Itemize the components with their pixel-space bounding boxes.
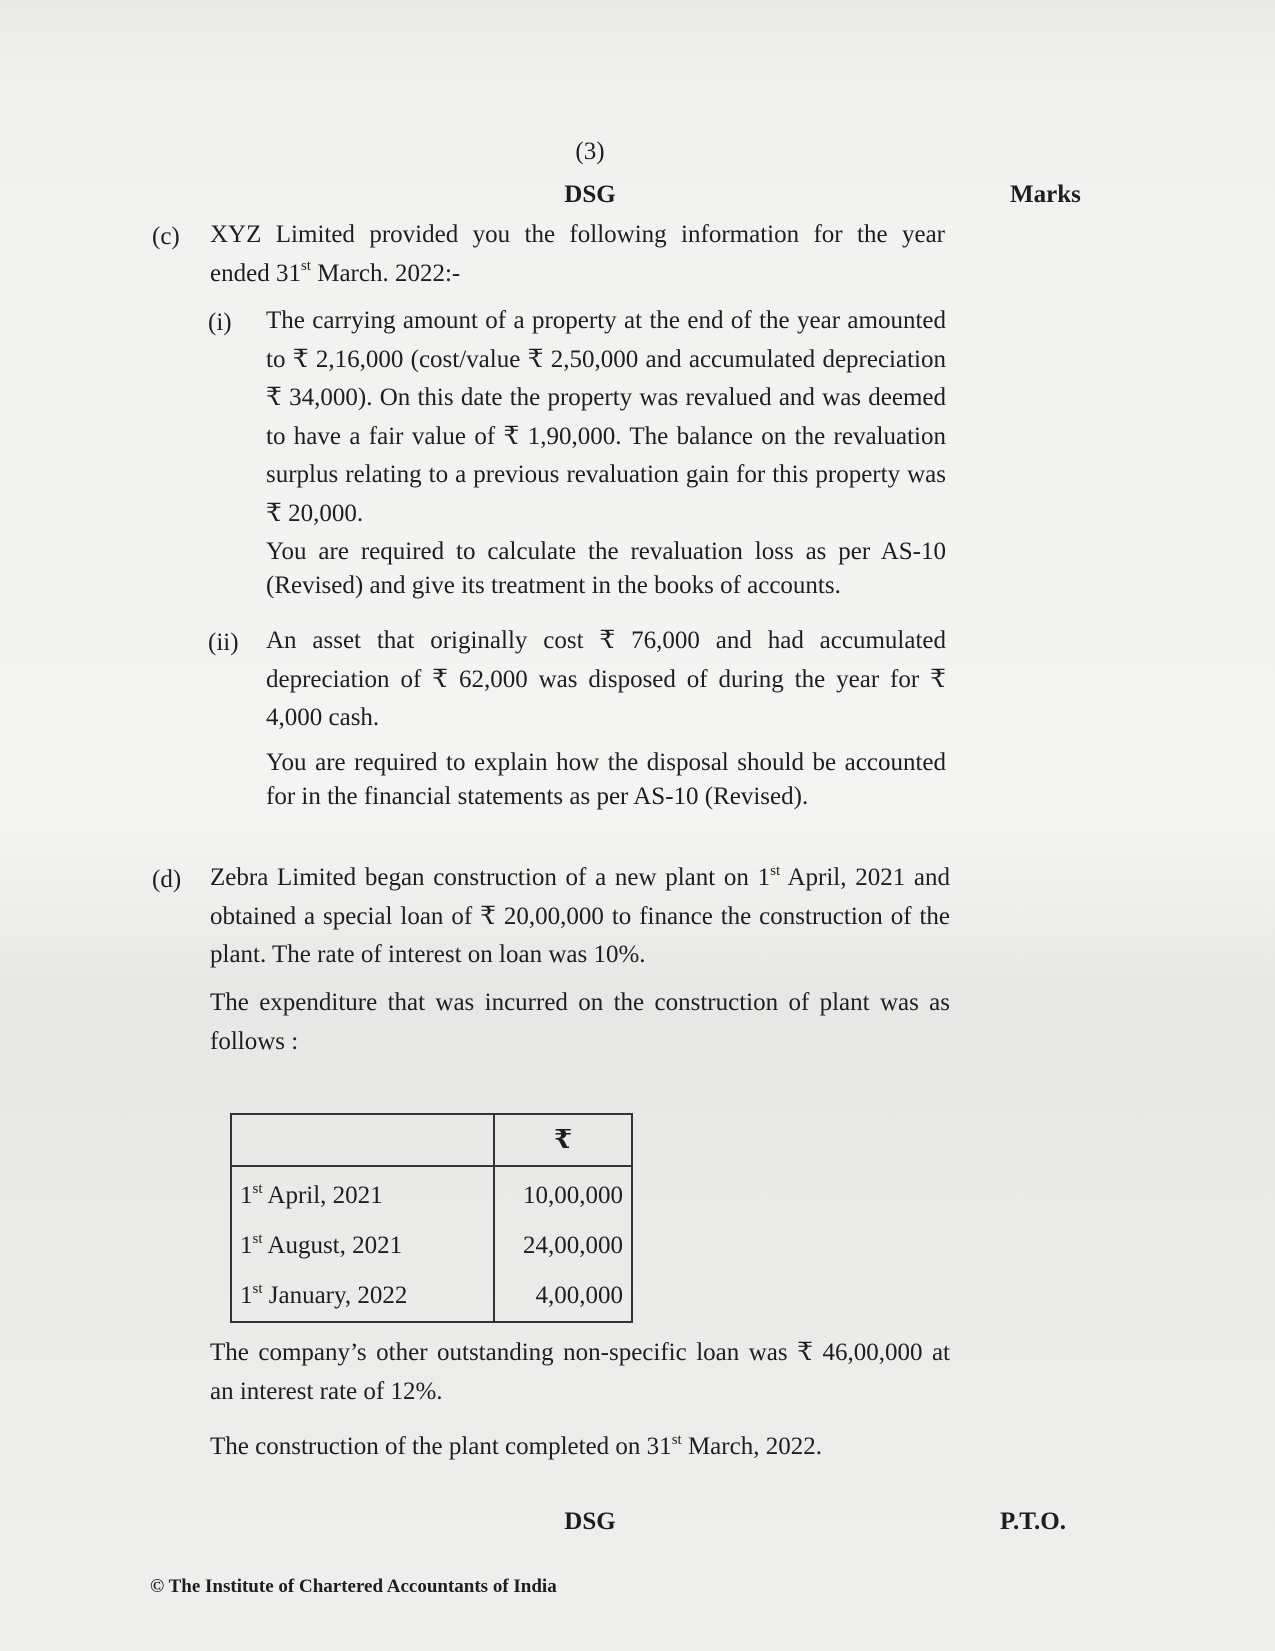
copyright-notice: © The Institute of Chartered Accountants of India xyxy=(150,1576,557,1597)
pto-label: P.T.O. xyxy=(1000,1508,1066,1535)
section-c-intro-line2: ended 31st March. 2022:- xyxy=(210,258,461,287)
section-c-label: (c) xyxy=(152,223,180,250)
amount-cell: 10,00,000 xyxy=(494,1166,632,1221)
date-header-cell xyxy=(231,1114,494,1166)
item-i-text: The carrying amount of a property at the end of the year amounted to ₹ 2,16,000 (cost/value ₹ 2,50,000 and accumulated depreciation ₹ 34,000). On this date the property was revalued and was deemed to have a fair value of ₹ 1,90,000. The balance on the revaluation surplus relating to a previous revaluation gain for this property was ₹ 20,000. xyxy=(266,307,946,527)
paper-code-header: DSG xyxy=(564,181,616,208)
amount-cell: 4,00,000 xyxy=(494,1271,632,1322)
table-row xyxy=(231,1221,632,1271)
table-header-row xyxy=(231,1114,632,1166)
item-i-requirement: You are required to calculate the revaluation loss as per AS-10 (Revised) and give its treatment in the books of accounts. xyxy=(266,538,946,599)
section-d-intro: Zebra Limited began construction of a new plant on 1st April, 2021 and obtained a special loan of ₹ 20,00,000 to finance the construction of the plant. The rate of interest on loan was 10%. xyxy=(210,862,950,968)
table-row xyxy=(231,1271,632,1322)
date-cell: 1st January, 2022 xyxy=(231,1271,494,1322)
completion-text: The construction of the plant completed on 31st March, 2022. xyxy=(210,1431,822,1460)
section-c-intro-line1: XYZ Limited provided you the following information for the year xyxy=(210,221,945,248)
item-ii-label: (ii) xyxy=(208,629,239,656)
date-cell: 1st April, 2021 xyxy=(231,1166,494,1221)
currency-header-cell: ₹ xyxy=(494,1114,632,1166)
table-row xyxy=(231,1166,632,1221)
page-number: (3) xyxy=(575,138,605,165)
item-ii-text: An asset that originally cost ₹ 76,000 and had accumulated depreciation of ₹ 62,000 was disposed of during the year for ₹ 4,000 cash. xyxy=(266,627,946,731)
section-d-label: (d) xyxy=(152,866,182,893)
expenditure-table xyxy=(230,1113,633,1323)
paper-code-footer: DSG xyxy=(564,1508,616,1535)
expenditure-intro: The expenditure that was incurred on the construction of plant was as follows : xyxy=(210,989,950,1055)
amount-cell: 24,00,000 xyxy=(494,1221,632,1271)
item-i-label: (i) xyxy=(208,309,232,336)
date-cell: 1st August, 2021 xyxy=(231,1221,494,1271)
marks-heading: Marks xyxy=(1010,181,1081,208)
item-ii-requirement: You are required to explain how the disposal should be accounted for in the financial statements as per AS-10 (Revised). xyxy=(266,749,946,810)
section-c-intro xyxy=(210,216,945,293)
other-loan-text: The company’s other outstanding non-specific loan was ₹ 46,00,000 at an interest rate of 12%. xyxy=(210,1339,950,1405)
